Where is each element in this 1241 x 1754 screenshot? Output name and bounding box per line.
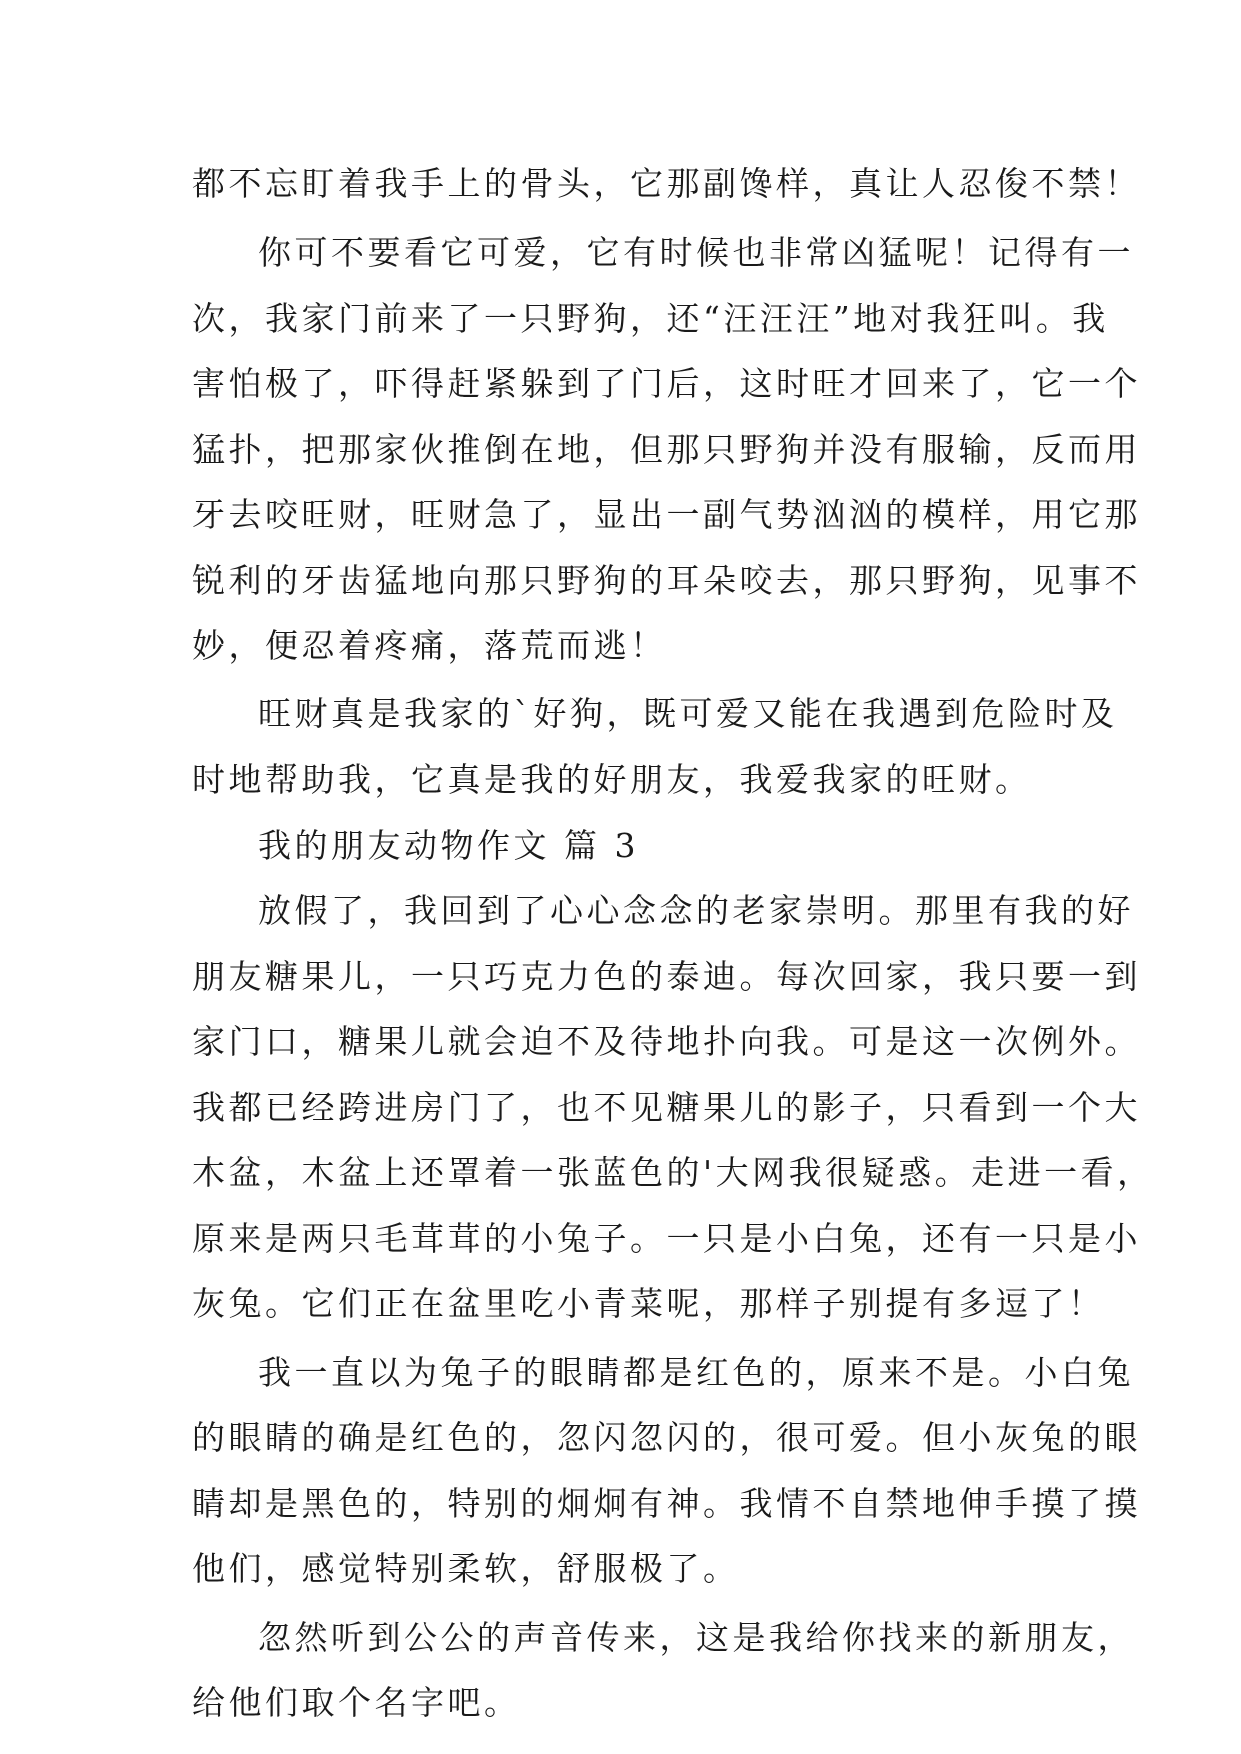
text-line: 给他们取个名字吧。 bbox=[192, 1683, 521, 1722]
text-line: 的眼睛的确是红色的，忽闪忽闪的，很可爱。但小灰兔的眼 bbox=[192, 1418, 1141, 1457]
text-line: 家门口，糖果儿就会迫不及待地扑向我。可是这一次例外。 bbox=[192, 1022, 1141, 1061]
text-line: 他们，感觉特别柔软，舒服极了。 bbox=[192, 1549, 740, 1588]
paragraph-first-line: 放假了，我回到了心心念念的老家崇明。那里有我的好 bbox=[258, 891, 1134, 930]
text-line: 妙，便忍着疼痛，落荒而逃！ bbox=[192, 626, 667, 665]
text-line: 睛却是黑色的，特别的炯炯有神。我情不自禁地伸手摸了摸 bbox=[192, 1484, 1141, 1523]
text-line: 害怕极了，吓得赶紧躲到了门后，这时旺才回来了，它一个 bbox=[192, 364, 1141, 403]
text-line: 猛扑，把那家伙推倒在地，但那只野狗并没有服输，反而用 bbox=[192, 430, 1141, 469]
section-heading: 我的朋友动物作文 篇 3 bbox=[258, 826, 639, 865]
text-line: 朋友糖果儿，一只巧克力色的泰迪。每次回家，我只要一到 bbox=[192, 957, 1141, 996]
text-line: 牙去咬旺财，旺财急了，显出一副气势汹汹的模样，用它那 bbox=[192, 495, 1141, 534]
paragraph-first-line: 忽然听到公公的声音传来，这是我给你找来的新朋友， bbox=[258, 1618, 1134, 1657]
text-line: 都不忘盯着我手上的骨头，它那副馋样，真让人忍俊不禁！ bbox=[192, 164, 1141, 203]
text-line: 木盆，木盆上还罩着一张蓝色的'大网我很疑惑。走进一看， bbox=[192, 1153, 1154, 1192]
text-line: 锐利的牙齿猛地向那只野狗的耳朵咬去，那只野狗，见事不 bbox=[192, 561, 1141, 600]
paragraph-first-line: 你可不要看它可爱，它有时候也非常凶猛呢！记得有一 bbox=[258, 233, 1134, 272]
text-line: 我都已经跨进房门了，也不见糖果儿的影子，只看到一个大 bbox=[192, 1088, 1141, 1127]
paragraph-first-line: 旺财真是我家的`好狗，既可爱又能在我遇到危险时及 bbox=[258, 694, 1118, 733]
text-line: 灰兔。它们正在盆里吃小青菜呢，那样子别提有多逗了！ bbox=[192, 1284, 1105, 1323]
paragraph-first-line: 我一直以为兔子的眼睛都是红色的，原来不是。小白兔 bbox=[258, 1353, 1134, 1392]
text-line: 时地帮助我，它真是我的好朋友，我爱我家的旺财。 bbox=[192, 760, 1032, 799]
text-line: 次，我家门前来了一只野狗，还“汪汪汪”地对我狂叫。我 bbox=[192, 299, 1109, 338]
text-line: 原来是两只毛茸茸的小兔子。一只是小白兔，还有一只是小 bbox=[192, 1219, 1141, 1258]
